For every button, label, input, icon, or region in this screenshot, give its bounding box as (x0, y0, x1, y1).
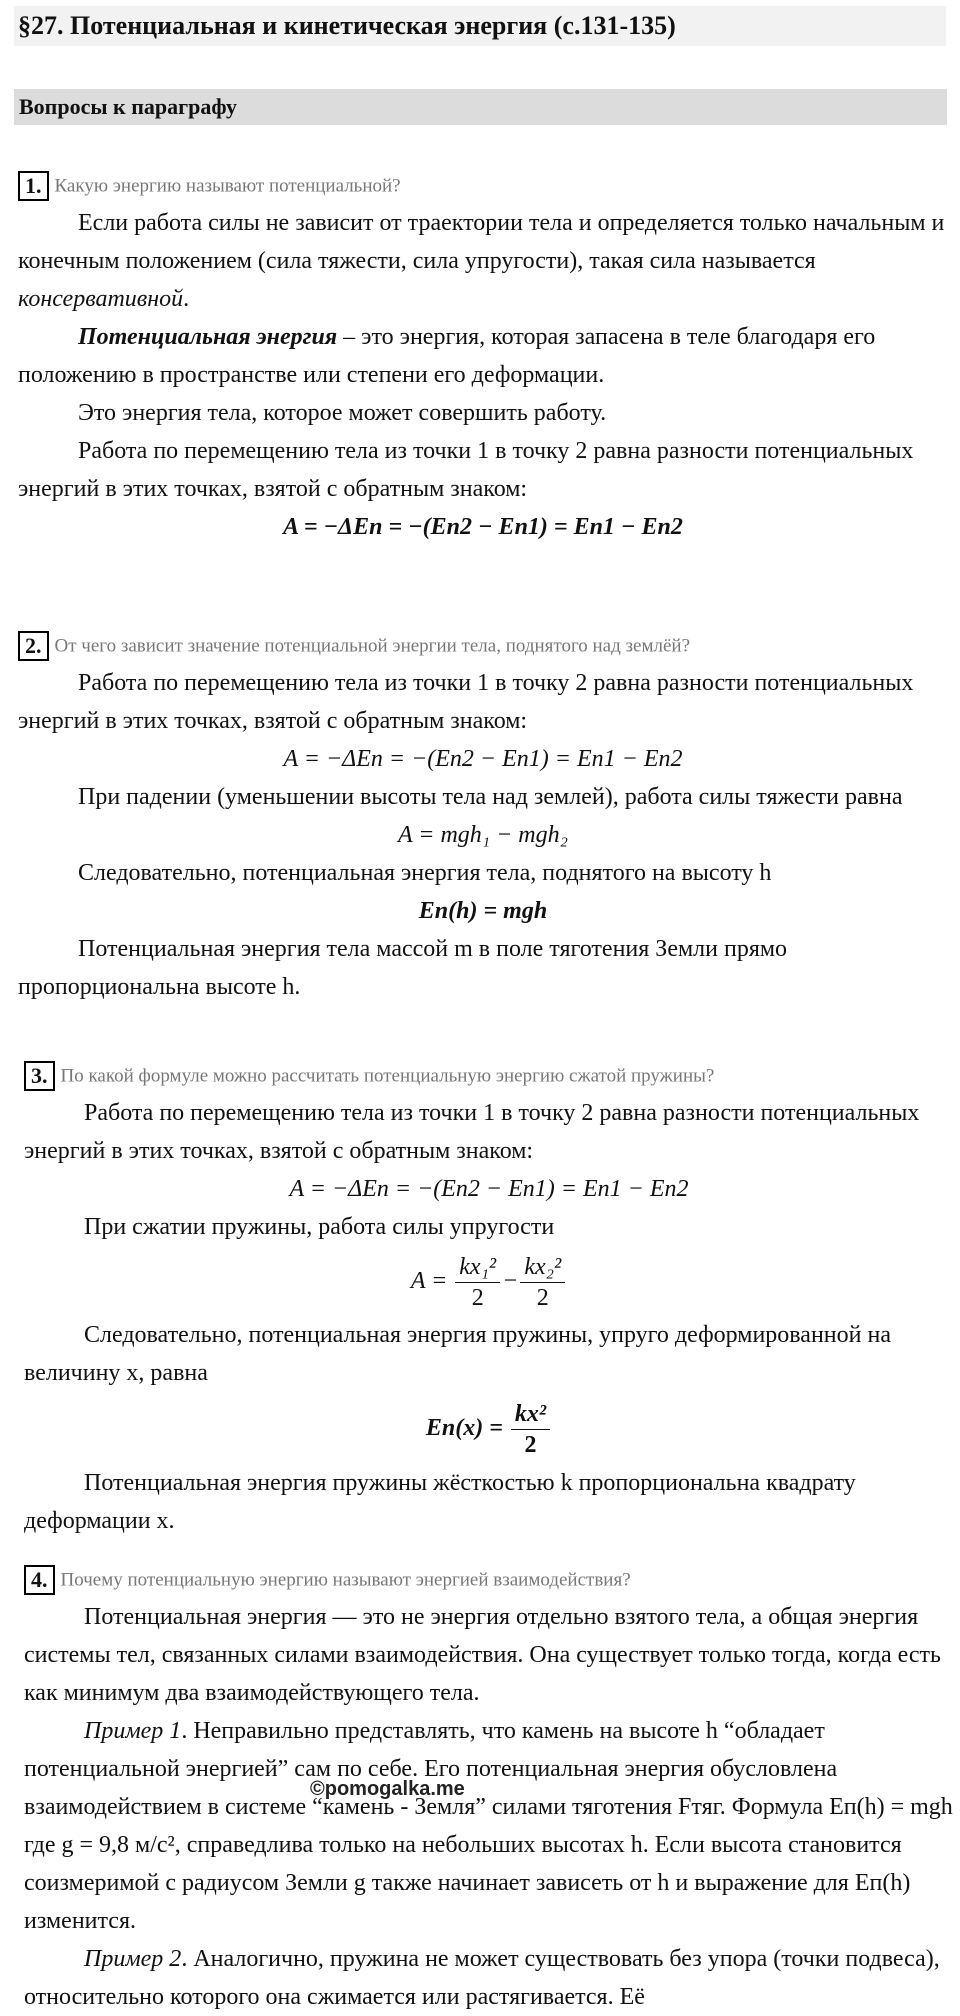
answer-text: – это энергия, которая запасена в теле благодаря его положению в пространстве или степени его деформации. (18, 324, 876, 388)
formula-lhs: Eп(x) = (425, 1415, 503, 1441)
fraction-denominator: 2 (471, 1284, 484, 1311)
minus-sign: − (502, 1268, 519, 1294)
formula-lhs: A = (410, 1268, 448, 1294)
term-emphasis: консервативной (18, 286, 184, 312)
fraction (455, 1252, 500, 1313)
fraction-denominator: 2 (536, 1284, 549, 1311)
question-number: 2. (18, 631, 49, 661)
watermark: ©pomogalka.me (310, 1778, 465, 1800)
answer-paragraph: Работа по перемещению тела из точки 1 в точку 2 равна разности потенциальных энергий в этих точках, взятой с обратным знаком: (18, 670, 914, 734)
question-4-header (24, 1562, 954, 1598)
term-bold: Потенциальная энергия (78, 324, 338, 350)
answer-paragraph: Это энергия тела, которое может совершить работу. (78, 400, 607, 426)
formula-fraction (24, 1392, 954, 1464)
page-title: §27. Потенциальная и кинетическая энергия (с.131-135) (14, 6, 946, 46)
question-4 (24, 1562, 954, 2016)
question-3-header (24, 1058, 954, 1094)
question-text: От чего зависит значение потенциальной энергии тела, поднятого над землёй? (54, 635, 691, 657)
formula: Eп(h) = mgh (418, 898, 548, 924)
answer-paragraph: Потенциальная энергия пружины жёсткостью k пропорциональна квадрату деформации x. (24, 1470, 856, 1534)
answer-paragraph: Потенциальная энергия тела массой m в поле тяготения Земли прямо пропорциональна высоте h. (18, 936, 788, 1000)
example-label: Пример 2 (84, 1946, 182, 1972)
answer-paragraph: Следовательно, потенциальная энергия тела, поднятого на высоту h (78, 860, 772, 886)
question-3 (24, 1058, 954, 1540)
formula: A = −ΔEп = −(Eп2 − Eп1) = Eп1 − Eп2 (283, 746, 683, 772)
answer-paragraph (24, 1940, 954, 2016)
answer-paragraph: Потенциальная энергия — это не энергия отдельно взятого тела, а общая энергия системы тел, связанных силами взаимодействия. Она существует только тогда, когда есть как минимум два взаимодействующего тела. (24, 1604, 941, 1706)
question-2 (18, 628, 948, 1006)
question-2-header (18, 628, 948, 664)
question-text: По какой формуле можно рассчитать потенциальную энергию сжатой пружины? (60, 1065, 715, 1087)
question-number: 3. (24, 1061, 55, 1091)
question-1 (18, 168, 948, 546)
fraction-numerator: kx₁² (455, 1252, 500, 1283)
formula: A = −ΔEп = −(Eп2 − Eп1) = Eп1 − Eп2 (283, 514, 683, 540)
fraction-numerator: kx² (511, 1399, 550, 1430)
answer-paragraph: Работа по перемещению тела из точки 1 в точку 2 равна разности потенциальных энергий в этих точках, взятой с обратным знаком: (18, 438, 914, 502)
answer-paragraph: При падении (уменьшении высоты тела над землей), работа силы тяжести равна (78, 784, 903, 810)
answer-text: Если работа силы не зависит от траектории тела и определяется только начальным и конечным положением (сила тяжести, сила упругости), такая сила называется (18, 210, 945, 274)
fraction-denominator: 2 (524, 1431, 537, 1458)
formula: A = −ΔEп = −(Eп2 − Eп1) = Eп1 − Eп2 (289, 1176, 689, 1202)
formula-fraction (24, 1246, 954, 1316)
question-text: Какую энергию называют потенциальной? (54, 175, 401, 197)
answer-paragraph: Работа по перемещению тела из точки 1 в точку 2 равна разности потенциальных энергий в этих точках, взятой с обратным знаком: (24, 1100, 920, 1164)
example-label: Пример 1 (84, 1718, 182, 1744)
fraction (511, 1399, 550, 1460)
question-number: 4. (24, 1565, 55, 1595)
answer-paragraph: Следовательно, потенциальная энергия пружины, упруго деформированной на величину x, равна (24, 1322, 891, 1386)
answer-text: . Аналогично, пружина не может существовать без упора (точки подвеса), относительно которого она сжимается или растягивается. Её (24, 1946, 940, 2010)
question-text: Почему потенциальную энергию называют энергией взаимодействия? (60, 1569, 631, 1591)
fraction (520, 1252, 565, 1313)
answer-paragraph (18, 318, 948, 394)
section-heading: Вопросы к параграфу (14, 89, 947, 125)
answer-paragraph (24, 1712, 954, 1940)
fraction-numerator: kx₂² (520, 1252, 565, 1283)
question-number: 1. (18, 171, 49, 201)
answer-paragraph: Если работа силы не зависит от траектории тела и определяется только начальным и конечным положением (сила тяжести, сила упругости), такая сила называется консервативной. (18, 210, 945, 312)
answer-paragraph: При сжатии пружины, работа силы упругости (84, 1214, 555, 1240)
answer-text: . Неправильно представлять, что камень на высоте h “обладает потенциальной энергией” сам по себе. Его потенциальная энергия обусловлена взаимодействием в системе “камень - Земля” силами тяготения Fтяг. Формула Eп(h) = mgh где g = 9,8 м/с², справедлива только на небольших высотах h. Если высота становится соизмеримой с радиусом Земли g также начинает зависеть от h и выражение для Eп(h) изменится. (24, 1718, 953, 1934)
formula: A = mgh₁ − mgh₂ (398, 822, 568, 848)
question-1-header (18, 168, 948, 204)
